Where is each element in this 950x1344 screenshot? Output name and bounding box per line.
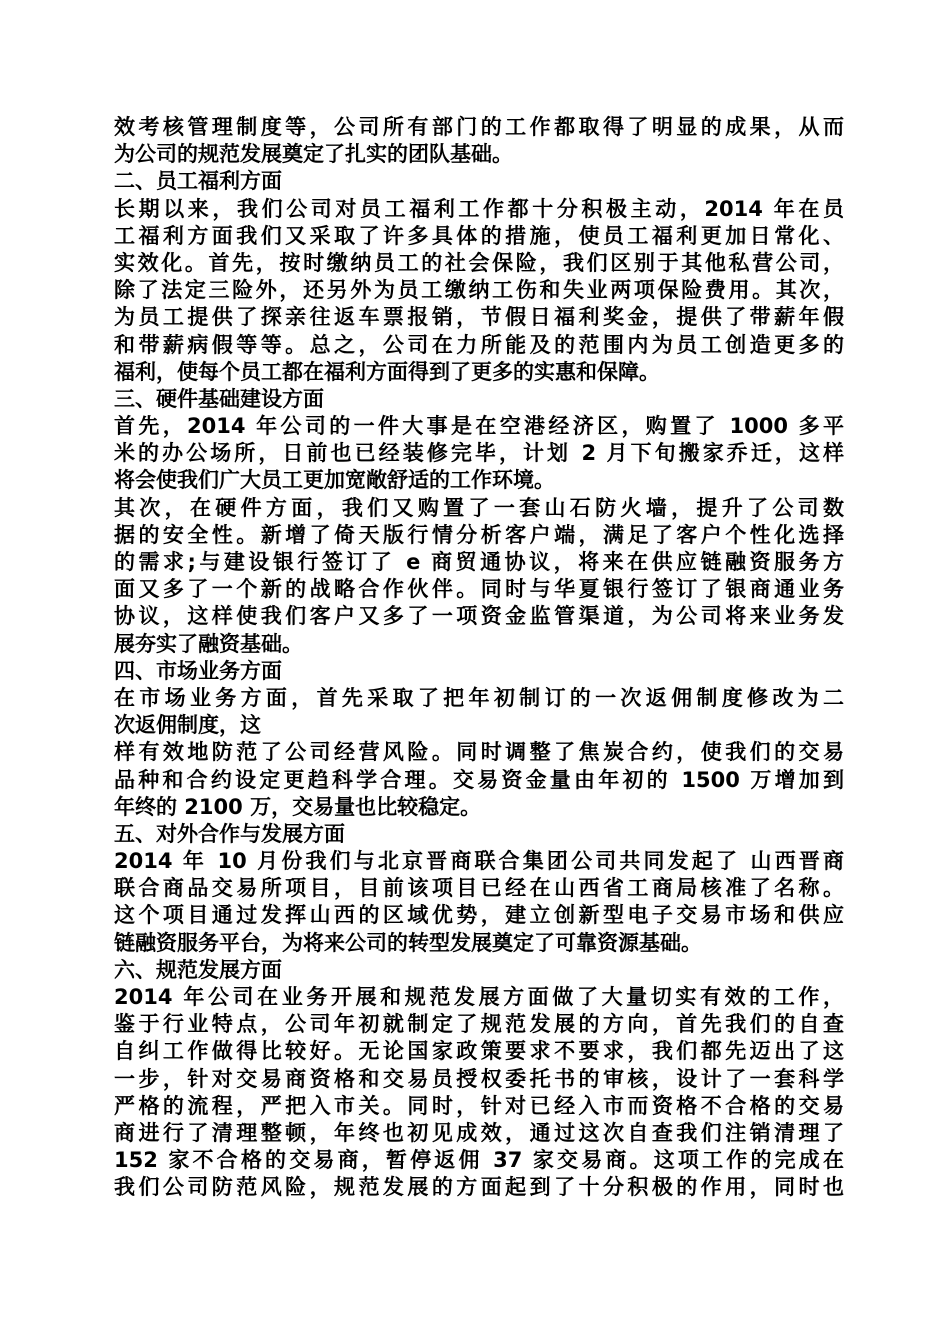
paragraph-line: 我们公司防范风险，规范发展的方面起到了十分积极的作用，同时也 — [114, 1175, 844, 1200]
paragraph-line: 福利，使每个员工都在福利方面得到了更多的实惠和保障。 — [114, 359, 660, 384]
paragraph-line: 长期以来，我们公司对员工福利工作都十分积极主动，2014 年在员 — [114, 196, 844, 221]
paragraph-line: 152 家不合格的交易商，暂停返佣 37 家交易商。这项工作的完成在 — [114, 1148, 844, 1173]
paragraph-line: 品种和合约设定更趋科学合理。交易资金量由年初的 1500 万增加到 — [114, 767, 844, 792]
paragraph-line: 为公司的规范发展奠定了扎实的团队基础。 — [114, 142, 513, 167]
section-heading: 三、硬件基础建设方面 — [114, 386, 324, 411]
paragraph-line: 实效化。首先，按时缴纳员工的社会保险，我们区别于其他私营公司， — [114, 250, 844, 275]
section-heading: 六、规范发展方面 — [114, 957, 282, 982]
paragraph-line: 链融资服务平台，为将来公司的转型发展奠定了可靠资源基础。 — [114, 930, 702, 955]
paragraph-line: 米的办公场所，日前也已经装修完毕，计划 2 月下旬搬家乔迁，这样 — [114, 441, 844, 466]
paragraph-line: 协议，这样使我们客户又多了一项资金监管渠道，为公司将来业务发 — [114, 604, 844, 629]
paragraph-line: 联合商品交易所项目，目前该项目已经在山西省工商局核准了名称。 — [114, 876, 844, 901]
document-page — [114, 114, 844, 1202]
paragraph-line: 样有效地防范了公司经营风险。同时调整了焦炭合约，使我们的交易 — [114, 740, 844, 765]
paragraph-line: 为员工提供了探亲往返车票报销，节假日福利奖金，提供了带薪年假 — [114, 305, 844, 330]
paragraph-line: 自纠工作做得比较好。无论国家政策要求不要求，我们都先迈出了这 — [114, 1039, 844, 1064]
paragraph-line: 这个项目通过发挥山西的区域优势，建立创新型电子交易市场和供应 — [114, 903, 844, 928]
paragraph-line: 工福利方面我们又采取了许多具体的措施，使员工福利更加日常化、 — [114, 223, 844, 248]
paragraph-line: 首先，2014 年公司的一件大事是在空港经济区，购置了 1000 多平 — [114, 414, 844, 439]
paragraph-line: 年终的 2100 万，交易量也比较稳定。 — [114, 794, 482, 819]
paragraph-line: 的需求;与建设银行签订了 e 商贸通协议，将来在供应链融资服务方 — [114, 550, 844, 574]
paragraph-line: 据的安全性。新增了倚天版行情分析客户端，满足了客户个性化选择 — [114, 522, 844, 547]
section-heading: 二、员工福利方面 — [114, 169, 282, 194]
paragraph-line: 商进行了清理整顿，年终也初见成效，通过这次自查我们注销清理了 — [114, 1120, 844, 1145]
paragraph-line: 效考核管理制度等，公司所有部门的工作都取得了明显的成果，从而 — [114, 115, 844, 139]
paragraph-line: 2014 年公司在业务开展和规范发展方面做了大量切实有效的工作， — [114, 985, 844, 1009]
paragraph-line: 在市场业务方面，首先采取了把年初制订的一次返佣制度修改为二 — [114, 685, 844, 710]
paragraph-line: 展夯实了融资基础。 — [114, 631, 303, 656]
paragraph-line: 鉴于行业特点，公司年初就制定了规范发展的方向，首先我们的自查 — [114, 1012, 844, 1037]
section-heading: 四、市场业务方面 — [114, 658, 282, 683]
paragraph-line: 和带薪病假等等。总之，公司在力所能及的范围内为员工创造更多的 — [114, 332, 844, 357]
paragraph-line: 次返佣制度，这 — [114, 713, 261, 738]
paragraph-line: 面又多了一个新的战略合作伙伴。同时与华夏银行签订了银商通业务 — [114, 577, 844, 602]
paragraph-line: 2014 年 10 月份我们与北京晋商联合集团公司共同发起了 山西晋商 — [114, 849, 844, 874]
paragraph-line: 除了法定三险外，还另外为员工缴纳工伤和失业两项保险费用。其次， — [114, 278, 844, 303]
paragraph-line: 将会使我们广大员工更加宽敞舒适的工作环境。 — [114, 468, 555, 493]
paragraph-line: 严格的流程，严把入市关。同时，针对已经入市而资格不合格的交易 — [114, 1093, 844, 1118]
section-heading: 五、对外合作与发展方面 — [114, 821, 345, 846]
paragraph-line: 一步，针对交易商资格和交易员授权委托书的审核，设计了一套科学 — [114, 1066, 844, 1091]
paragraph-line: 其次，在硬件方面，我们又购置了一套山石防火墙，提升了公司数 — [114, 495, 844, 520]
